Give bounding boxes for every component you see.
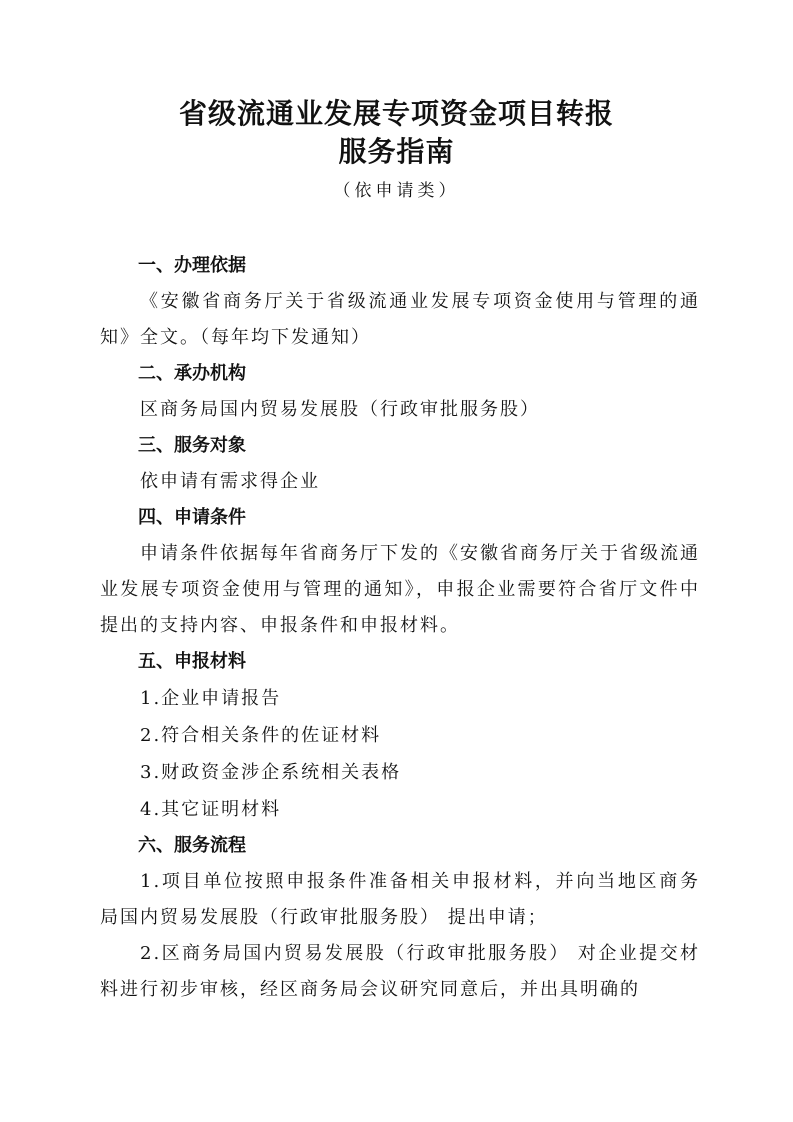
document-title-line-2: 服务指南 (338, 135, 455, 168)
process-step: 1.项目单位按照申报条件准备相关申报材料，并向当地区商务局国内贸易发展股（行政审批服务股） 提出申请； (100, 871, 700, 928)
document-title-line-1: 省级流通业发展专项资金项目转报 (178, 97, 614, 130)
section-heading-agency: 二、承办机构 (138, 363, 246, 384)
material-item: 1.企业申请报告 (140, 688, 282, 709)
section-heading-target: 三、服务对象 (138, 435, 246, 456)
material-item: 2.符合相关条件的佐证材料 (140, 725, 382, 746)
section-text-basis: 《安徽省商务厅关于省级流通业发展专项资金使用与管理的通知》全文。（每年均下发通知） (100, 291, 700, 348)
section-heading-process: 六、服务流程 (138, 835, 246, 856)
section-heading-conditions: 四、申请条件 (138, 507, 246, 528)
section-heading-materials: 五、申报材料 (138, 651, 246, 672)
section-text-agency: 区商务局国内贸易发展股（行政审批服务股） (140, 399, 540, 420)
document-body (100, 248, 700, 1008)
section-heading-basis: 一、办理依据 (138, 255, 246, 276)
document-subtitle: （依申请类） (333, 181, 460, 201)
material-item: 4.其它证明材料 (140, 799, 282, 820)
section-text-conditions: 申请条件依据每年省商务厅下发的《安徽省商务厅关于省级流通业发展专项资金使用与管理的通知》，申报企业需要符合省厅文件中提出的支持内容、申报条件和申报材料。 (100, 543, 700, 636)
material-item: 3.财政资金涉企系统相关表格 (140, 762, 402, 783)
section-text-target: 依申请有需求得企业 (140, 471, 320, 492)
process-step: 2.区商务局国内贸易发展股（行政审批服务股） 对企业提交材料进行初步审核，经区商务局会议研究同意后，并出具明确的 (100, 943, 700, 1000)
